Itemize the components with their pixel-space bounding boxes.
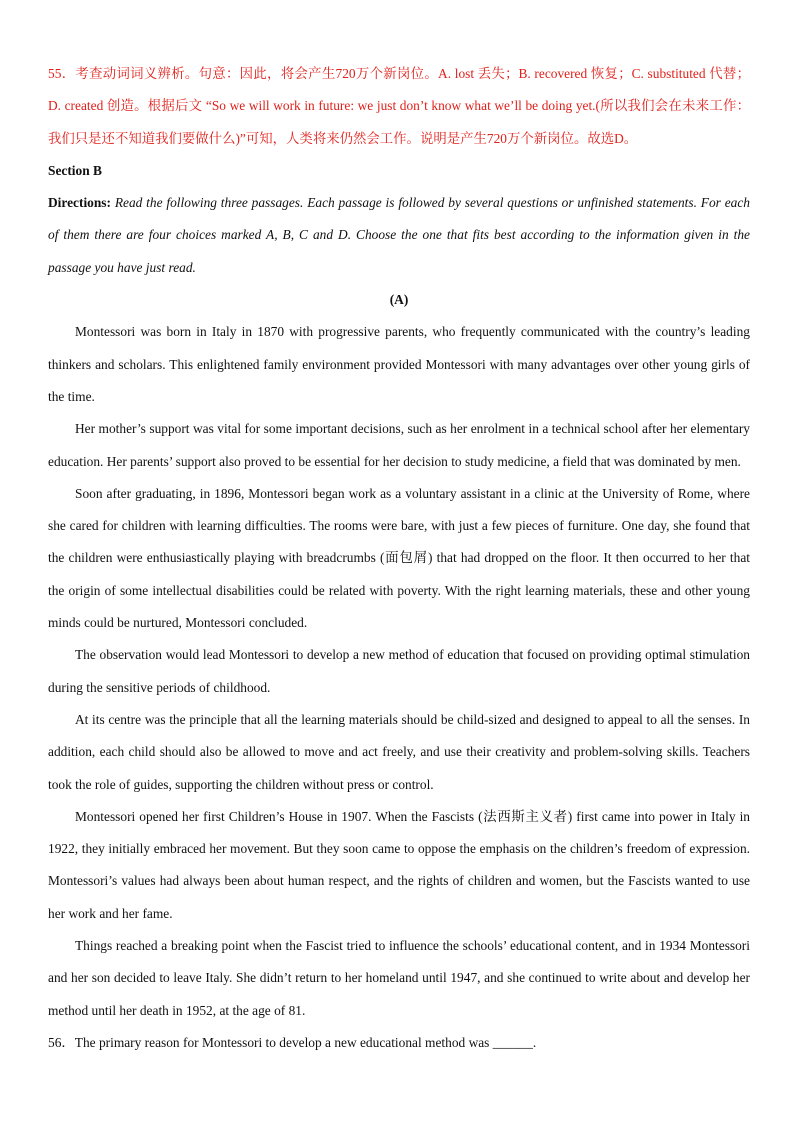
document-page bbox=[48, 58, 750, 1059]
paragraph: Montessori opened her first Children’s House in 1907. When the Fascists (法西斯主义者) first came into power in Italy in 1922, they initially embraced her movement. But they soon came to oppose the emphasis on the children’s freedom of expression. Montessori’s values had always been about human respect, and the rights of children and women, but the Fascists wanted to use her work and her fame. bbox=[48, 808, 750, 921]
paragraph: Her mother’s support was vital for some important decisions, such as her enrolment in a technical school after her elementary education. Her parents’ support also proved to be essential for her decision to study medicine, a field that was dominated by men. bbox=[48, 421, 750, 469]
answer-explanation: 55．考查动词词义辨析。句意：因此，将会产生720万个新岗位。A. lost 丢失；B. recovered 恢复；C. substituted 代替；D. created 创造。根据后文 “So we will work in future: we just don’t know what we’ll be doing yet.(所以我们会在未来工作：我们只是还不知道我们要做什么)”可知，人类将来仍然会工作。说明是产生720万个新岗位。故选D。 bbox=[48, 66, 750, 146]
paragraph: The observation would lead Montessori to develop a new method of education that focused on providing optimal stimulation during the sensitive periods of childhood. bbox=[48, 647, 750, 695]
section-title: Section B bbox=[48, 162, 102, 178]
directions-text: Read the following three passages. Each passage is followed by several questions or unfinished statements. For each of them there are four choices marked A, B, C and D. Choose the one that fits best according to the information given in the passage you have just read. bbox=[48, 195, 750, 275]
question-56: 56．The primary reason for Montessori to develop a new educational method was ______. bbox=[48, 1034, 537, 1050]
directions bbox=[48, 187, 750, 284]
paragraph: Montessori was born in Italy in 1870 with progressive parents, who frequently communicated with the country’s leading thinkers and scholars. This enlightened family environment provided Montessori with many advantages over other young girls of the time. bbox=[48, 324, 750, 404]
paragraph: Things reached a breaking point when the Fascist tried to influence the schools’ educational content, and in 1934 Montessori and her son decided to leave Italy. She didn’t return to her homeland until 1947, and she continued to write about and develop her method until her death in 1952, at the age of 81. bbox=[48, 938, 750, 1018]
passage-label: (A) bbox=[389, 292, 409, 308]
directions-label: Directions: bbox=[48, 195, 111, 211]
paragraph: Soon after graduating, in 1896, Montessori began work as a voluntary assistant in a clinic at the University of Rome, where she cared for children with learning difficulties. The rooms were bare, with just a few pieces of furniture. One day, she found that the children were enthusiastically playing with breadcrumbs (面包屑) that had dropped on the floor. It then occurred to her that the origin of some intellectual disabilities could be related with poverty. With the right learning materials, these and other young minds could be nurtured, Montessori concluded. bbox=[48, 485, 750, 631]
paragraph: At its centre was the principle that all the learning materials should be child-sized and designed to appeal to all the senses. In addition, each child should also be allowed to move and act freely, and use their creativity and problem-solving skills. Teachers took the role of guides, supporting the children without press or control. bbox=[48, 711, 750, 792]
